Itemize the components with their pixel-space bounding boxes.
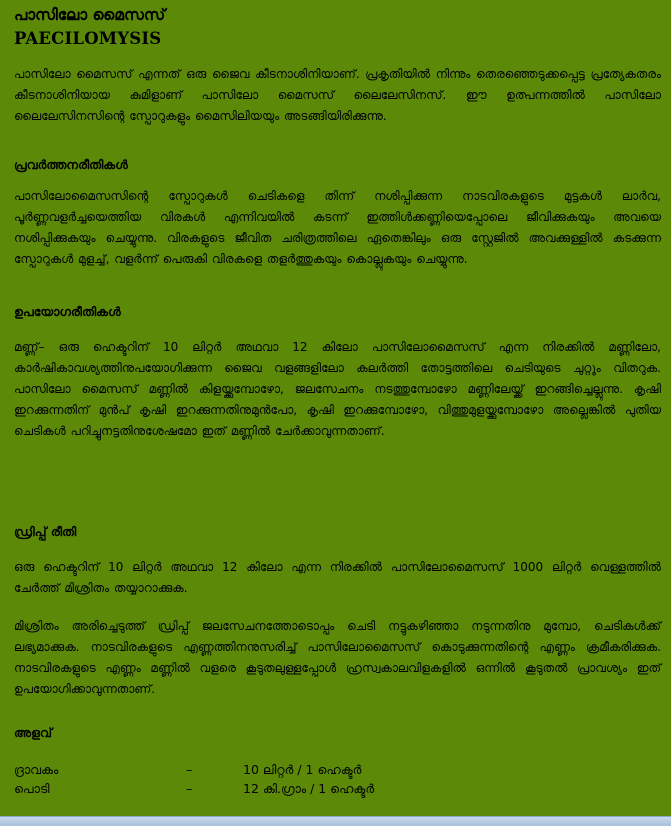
page-title-malayalam: പാസിലോ മൈസസ് xyxy=(14,6,166,24)
method-heading: പ്രവർത്തനരീതികൾ xyxy=(14,157,128,172)
page-title-english: PAECILOMYSIS xyxy=(14,29,162,48)
window-bottom-strip xyxy=(0,816,671,826)
drip-heading: ഡ്രിപ്പ് രീതി xyxy=(14,524,77,539)
intro-paragraph: പാസിലോ മൈസസ് എന്നത് ഒരു ജൈവ കീടനാശിനിയാണ്. പ്രകൃതിയിൽ നിന്നും തെരഞ്ഞെടുക്കപ്പെട്ട പ്രത്യേകതരം കീടനാശിനിയായ കുമിളാണ് പാസിലോ മൈസസ് ലൈലേസിനസ്. ഈ ഉത്പന്നത്തിൽ പാസിലോ ലൈലേസിനസിന്റെ സ്പോറുകളും മൈസിലിയയും അടങ്ങിയിരിക്കുന്നു. xyxy=(14,67,661,123)
dose-row-powder xyxy=(14,781,661,801)
dose-row-liquid xyxy=(14,762,661,782)
dose-name: പൊടി xyxy=(14,781,50,796)
usage-paragraph: മണ്ണ്– ഒരു ഹെക്ടറിന് 10 ലിറ്റർ അഥവാ 12 കിലോ പാസിലോമൈസസ് എന്ന നിരക്കിൽ മണ്ണിലോ, കാർഷികാവശ്യത്തിനുപയോഗിക്കുന്ന ജൈവ വളങ്ങളിലോ കലർത്തി തോട്ടത്തിലെ ചെടിയുടെ ചുറ്റും വിതറുക. പാസിലോ മൈസസ് മണ്ണിൽ കിളയ്ക്കുമ്പോഴോ, ജലസേചനം നടത്തുമ്പോഴോ മണ്ണിലേയ്ക്ക് ഇറങ്ങിച്ചെല്ലുന്നു. കൃഷി ഇറക്കുന്നതിന് മുൻപ് കൃഷി ഇറക്കുന്നതിനുമുൻപോ, കൃഷി ഇറക്കുമ്പോഴോ, വിത്തുമുളയ്ക്കുമ്പോഴോ അല്ലെങ്കിൽ പുതിയ ചെടികൾ പറിച്ചുനട്ടതിനുശേഷമോ ഇത് മണ്ണിൽ ചേർക്കാവുന്നതാണ്. xyxy=(14,340,661,438)
drip-paragraph: ഒരു ഹെക്ടറിന് 10 ലിറ്റർ അഥവാ 12 കിലോ എന്ന നിരക്കിൽ പാസിലോമൈസസ് 1000 ലിറ്റർ വെള്ളത്തിൽ ചേർത്ത് മിശ്രിതം തയ്യാറാക്കുക. xyxy=(14,560,661,595)
drip-paragraph-2: മിശ്രിതം അരിച്ചെടുത്ത് ഡ്രിപ്പ് ജലസേചനത്തോടൊപ്പം ചെടി നട്ടുകഴിഞ്ഞാ നടുന്നതിനു മുമ്പോ, ചെടികൾക്ക് ലഭ്യമാക്കുക. നാടവിരകളുടെ എണ്ണത്തിനനുസരിച്ച് പാസിലോമൈസസ് കൊടുക്കുന്നതിന്റെ എണ്ണം ക്രമീകരിക്കുക. നാടവിരകളുടെ എണ്ണം മണ്ണിൽ വളരെ കൂടുതലുള്ളപ്പോൾ ഹ്രസ്വകാലവിളകളിൽ ഒന്നിൽ കൂടുതൽ പ്രാവശ്യം ഇത് ഉപയോഗിക്കാവുന്നതാണ്. xyxy=(14,619,661,696)
dose-heading: അളവ് xyxy=(14,725,53,740)
method-paragraph: പാസിലോമൈസസിന്റെ സ്പോറുകൾ ചെടികളെ തിന്ന് നശിപ്പിക്കുന്ന നാടവിരകളുടെ മുട്ടകൾ ലാർവ, പൂർണ്ണവളർച്ചയെത്തിയ വിരകൾ എന്നിവയിൽ കടന്ന് ഇത്തിൾക്കണ്ണിയെപ്പോലെ ജീവിക്കുകയും അവയെ നശിപ്പിക്കുകയും ചെയ്യുന്നു. വിരകളുടെ ജീവിത ചരിത്രത്തിലെ ഏതെങ്കിലും ഒരു സ്റ്റേജിൽ അവക്കുള്ളിൽ കടക്കുന്ന സ്പോറുകൾ മുളച്ച്, വളർന്ന് പെരുകി വിരകളെ തളർത്തുകയും കൊല്ലുകയും ചെയ്യുന്നു. xyxy=(14,189,661,266)
dose-dash: – xyxy=(186,781,193,796)
dose-dash: – xyxy=(186,762,193,777)
dose-value: 10 ലിറ്റർ / 1 ഹെക്ടർ xyxy=(243,762,362,777)
dose-name: ദ്രാവകം xyxy=(14,762,59,777)
usage-heading: ഉപയോഗരീതികൾ xyxy=(14,304,121,319)
dose-value: 12 കി.ഗ്രാം / 1 ഹെക്ടർ xyxy=(243,781,375,796)
